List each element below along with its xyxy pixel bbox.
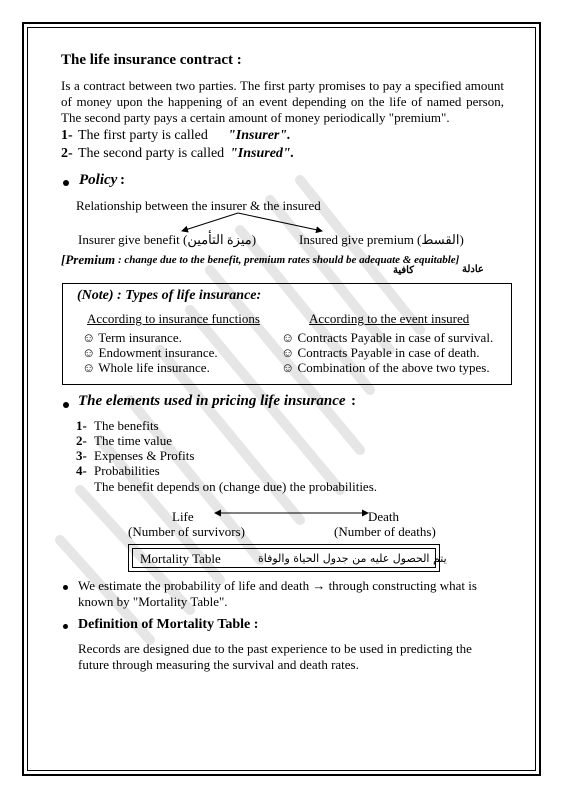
arrow-to-insured bbox=[238, 213, 322, 231]
party1-number: 1- bbox=[61, 128, 73, 143]
estimate-text: We estimate the probability of life and death → through constructing what is known by "Mortality Table". bbox=[78, 578, 477, 609]
col2-item: ☺ Contracts Payable in case of survival. bbox=[281, 330, 494, 345]
mortality-label: Mortality Table bbox=[140, 551, 221, 566]
mortality-arabic: يتم الحصول عليه من جدول الحياة والوفاة bbox=[258, 552, 447, 565]
arabic-equitable: عادلة bbox=[462, 264, 484, 275]
party1-term: "Insurer". bbox=[228, 128, 291, 143]
benefit-depends-text: The benefit depends on (change due) the probabilities. bbox=[94, 479, 378, 494]
policy-colon: : bbox=[120, 172, 125, 188]
col1-item: ☺ Whole life insurance. bbox=[82, 360, 210, 375]
element-text: Expenses & Profits bbox=[94, 448, 195, 463]
elements-colon: : bbox=[351, 393, 356, 409]
definition-text: Records are designed due to the past experience to be used in predicting the future through measuring the survival and death rates. bbox=[78, 641, 472, 672]
element-text: Probabilities bbox=[94, 463, 160, 478]
life-label: Life bbox=[172, 509, 194, 524]
col1-item: ☺ Term insurance. bbox=[82, 330, 182, 345]
note-heading: (Note) : Types of life insurance: bbox=[77, 288, 262, 303]
bullet-icon bbox=[63, 585, 68, 590]
element-number: 1- bbox=[76, 418, 87, 433]
party1-text: The first party is called bbox=[78, 128, 208, 143]
element-number: 3- bbox=[76, 448, 87, 463]
contract-heading: The life insurance contract : bbox=[61, 52, 242, 68]
definition-heading: Definition of Mortality Table : bbox=[78, 617, 259, 632]
col2-item: ☺ Contracts Payable in case of death. bbox=[281, 345, 480, 360]
elements-heading: The elements used in pricing life insurance bbox=[78, 393, 346, 409]
element-number: 4- bbox=[76, 463, 87, 478]
death-label: Death bbox=[368, 509, 400, 524]
policy-heading: Policy bbox=[79, 172, 118, 188]
insured-gives-text: Insured give premium (القسط) bbox=[299, 232, 464, 247]
col2-heading: According to the event insured bbox=[309, 311, 470, 326]
bullet-icon bbox=[63, 624, 68, 629]
life-sub: (Number of survivors) bbox=[128, 524, 245, 539]
col2-item: ☺ Combination of the above two types. bbox=[281, 360, 490, 375]
arabic-adequate: كافية bbox=[393, 265, 414, 276]
element-number: 2- bbox=[76, 433, 87, 448]
bullet-icon bbox=[63, 402, 69, 408]
element-text: The benefits bbox=[94, 418, 159, 433]
col1-heading: According to insurance functions bbox=[87, 311, 260, 326]
arrow-to-insurer bbox=[182, 213, 238, 231]
insurer-gives-text: Insurer give benefit (ميزة التأمين) bbox=[78, 232, 257, 247]
col1-item: ☺ Endowment insurance. bbox=[82, 345, 218, 360]
premium-note: : change due to the benefit, premium rates should be adequate & equitable] bbox=[118, 254, 460, 266]
contract-definition: Is a contract between two parties. The first party promises to pay a specified amount of money upon the happening of an event depending on the life of named person, The second party pays a certain amount of money periodically "premium". bbox=[61, 78, 504, 125]
relationship-text: Relationship between the insurer & the insured bbox=[76, 198, 321, 213]
element-text: The time value bbox=[94, 433, 172, 448]
party2-term: "Insured". bbox=[230, 146, 295, 161]
premium-label: [Premium bbox=[61, 252, 116, 267]
party2-number: 2- bbox=[61, 146, 73, 161]
party2-text: The second party is called bbox=[78, 146, 225, 161]
death-sub: (Number of deaths) bbox=[334, 524, 436, 539]
